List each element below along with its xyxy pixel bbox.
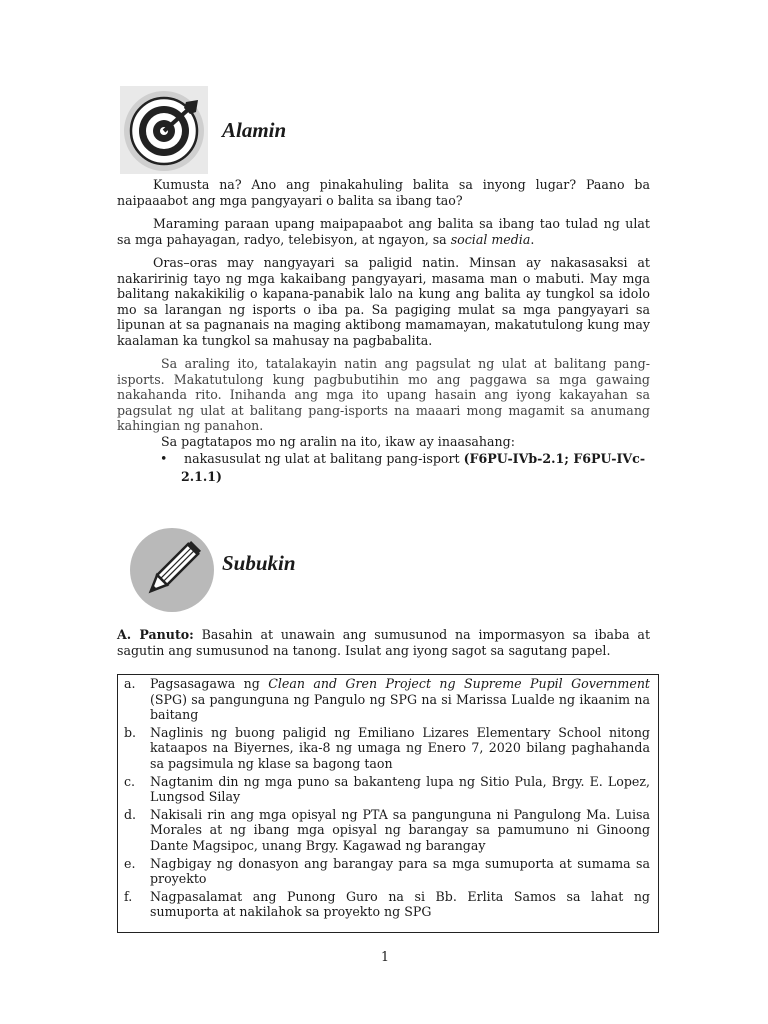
item-text: Naglinis ng buong paligid ng Emiliano Lizares Elementary School nitong kataapos na Biyernes, ika-8 ng umaga ng Enero 7, 2020 bilang paghahanda sa pagsimula ng klase sa bagong taon (150, 724, 650, 771)
items-table (118, 675, 658, 921)
items-box (117, 674, 659, 933)
objective-code-1: (F6PU-IVb-2.1; F6PU-IVc- (463, 451, 646, 466)
item-letter: c. (124, 773, 136, 789)
alamin-paragraph-1-text: Kumusta na? Ano ang pinakahuling balita sa inyong lugar? Paano ba naipaaabot ang mga pangyayari o balita sa ibang tao? (117, 177, 650, 208)
alamin-paragraph-2 (117, 216, 650, 247)
objective-code-2: 2.1.1) (181, 469, 223, 484)
list-item (118, 806, 658, 855)
item-a-post: (SPG) sa pangunguna ng Pangulo ng SPG na si Marissa Lualde ng ikaanim na baitang (150, 691, 650, 723)
alamin-paragraph-3-text: Oras–oras may nangyayari sa paligid natin. Minsan ay nakasasaksi at nakaririnig tayo ng mga kakaibang pangyayari, masama man o mabuti. May mga balitang nakakikilig o kapana-panabik lalo na kung ang balita ay tungkol sa idolo mo sa larangan ng isports o iba pa. Sa pagiging mulat sa mga pangyayari sa lipunan at sa pagnanais na maging aktibong mamamayan, makatutulong kung may kaalaman ka tungkol sa mahusay na pagbabalita. (117, 255, 650, 348)
objective-text: nakasusulat ng ulat at balitang pang-isport (184, 451, 464, 466)
panuto-text: Basahin at unawain ang sumusunod na impormasyon sa ibaba at sagutin ang sumusunod na tanong. Isulat ang iyong sagot sa sagutang papel. (117, 627, 650, 658)
item-text: Nagbigay ng donasyon ang barangay para sa mga sumuporta at sumama sa proyekto (150, 855, 650, 887)
alamin-paragraph-4-text: Sa araling ito, tatalakayin natin ang pagsulat ng ulat at balitang pang-isports. Makatutulong kung pagbubutihin mo ang paggawa sa mga gawaing nakahanda rito. Inihanda ang mga ito upang hasain ang iyong kakayahan sa pagsulat ng ulat at balitang pang-isports na maaari mong magamit sa anumang kahingian ng panahon. (117, 356, 650, 434)
alamin-paragraph-5 (161, 434, 650, 450)
target-icon (120, 86, 208, 174)
item-text: Nakisali rin ang mga opisyal ng PTA sa pangunguna ni Pangulong Ma. Luisa Morales at ng ibang mga opisyal ng barangay sa pamumuno ni Ginoong Dante Magsipoc, unang Brgy. Kagawad ng barangay (150, 806, 650, 853)
list-item (118, 888, 658, 921)
item-text: Nagpasalamat ang Punong Guro na si Bb. Erlita Samos sa lahat ng sumuporta at nakilahok sa proyekto ng SPG (150, 888, 650, 920)
item-text (146, 675, 658, 724)
panuto-label: A. Panuto: (117, 627, 194, 642)
objective-bullet: • (160, 451, 168, 466)
item-a-italic: Clean and Gren Project ng Supreme Pupil Government (268, 676, 650, 691)
alamin-paragraph-2-italic: social media (450, 231, 531, 247)
item-letter: f. (124, 888, 133, 904)
objective-item (184, 451, 650, 467)
item-letter: a. (124, 676, 136, 691)
panuto-paragraph (117, 627, 650, 658)
item-letter: d. (124, 806, 137, 822)
alamin-paragraph-5-text: Sa pagtatapos mo ng aralin na ito, ikaw ay inaasahang: (161, 434, 515, 449)
alamin-paragraph-3 (117, 255, 650, 349)
alamin-paragraph-1 (117, 177, 650, 208)
alamin-paragraph-2-start: Maraming paraan upang maipapaabot ang balita sa ibang tao tulad ng ulat sa mga pahayagan, radyo, telebisyon, at ngayon, sa (117, 216, 650, 247)
pencil-icon (128, 526, 216, 614)
page-number: 1 (380, 949, 389, 964)
item-a-pre: Pagsasagawa ng (150, 676, 269, 691)
objective-code-2-line (181, 469, 222, 485)
item-letter: b. (124, 724, 137, 740)
alamin-icon-box (120, 86, 208, 174)
alamin-paragraph-2-end: . (530, 231, 535, 247)
item-text: Nagtanim din ng mga puno sa bakanteng lupa ng Sitio Pula, Brgy. E. Lopez, Lungsod Silay (150, 773, 650, 805)
alamin-heading: Alamin (222, 118, 287, 142)
subukin-icon-box (128, 526, 216, 614)
list-item (118, 773, 658, 806)
item-letter: e. (124, 855, 136, 871)
list-item (118, 724, 658, 773)
alamin-paragraph-4 (117, 356, 650, 434)
list-item (118, 855, 658, 888)
list-item (118, 675, 658, 724)
subukin-heading: Subukin (222, 551, 296, 575)
